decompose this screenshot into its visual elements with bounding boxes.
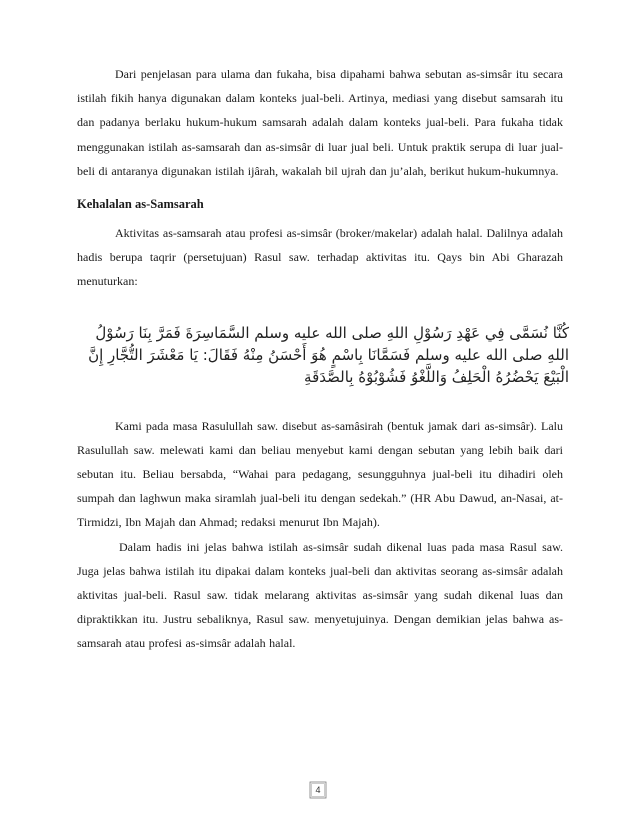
page-number-badge <box>309 781 327 799</box>
paragraph-hadith-translation: Kami pada masa Rasulullah saw. disebut as-samâsirah (bentuk jamak dari as-simsâr). Lalu Rasulullah saw. melewati kami dan beliau menyebut kami dengan sebutan yang lebih baik dari sebutan itu. Beliau bersabda, “Wahai para pedagang, sesungguhnya jual-beli itu dihadiri oleh sumpah dan laghwun maka siramlah jual-beli itu dengan sedekah.” (HR Abu Dawud, an-Nasai, at-Tirmidzi, Ibn Majah dan Ahmad; redaksi menurut Ibn Majah). <box>77 418 563 530</box>
paragraph-definition: Dari penjelasan para ulama dan fukaha, bisa dipahami bahwa sebutan as-simsâr itu secara istilah fikih hanya digunakan dalam konteks jual-beli. Artinya, mediasi yang disebut samsarah itu dan padanya berlaku hukum-hukum samsarah adalah dalam konteks jual-beli. Para fukaha tidak menggunakan istilah as-samsarah dan as-simsâr di luar jual beli. Untuk praktik serupa di luar jual-beli di antaranya digunakan istilah ijârah, wakalah bil ujrah dan ju’alah, berikut hukum-hukumnya. <box>77 67 563 178</box>
section-heading: Kehalalan as-Samsarah <box>77 197 204 212</box>
arabic-hadith-text: كُنَّا نُسَمَّى فِي عَهْدِ رَسُوْلِ اللهِ صلى الله عليه وسلم السَّمَاسِرَةَ فَمَرَّ بِنَا رَسُوْلُ اللهِ صلى الله عليه وسلم فَسَمَّانَا بِاسْمٍ هُوَ أَحْسَنُ مِنْهُ فَقَالَ: يَا مَعْشَرَ التُّجَّارِ إِنَّ الْبَيْعَ يَحْضُرُهُ الْحَلِفُ وَاللَّغْوُ فَشُوْبُوْهُ بِالصَّدَقَةِ <box>88 323 569 386</box>
page-content <box>77 62 569 656</box>
paragraph-halal-intro: Aktivitas as-samsarah atau profesi as-simsâr (broker/makelar) adalah halal. Dalilnya adalah hadis berupa taqrir (persetujuan) Rasul saw. terhadap aktivitas itu. Qays bin Abi Gharazah menuturkan: <box>77 226 563 289</box>
paragraph-conclusion: Dalam hadis ini jelas bahwa istilah as-simsâr sudah dikenal luas pada masa Rasul saw. Juga jelas bahwa istilah itu dipakai dalam konteks jual-beli dan aktivitas seorang as-simsâr adalah aktivitas jual-beli. Rasul saw. tidak melarang aktivitas as-simsâr yang sudah dikenal luas dan dipraktikkan itu. Justru sebaliknya, Rasul saw. menyetujuinya. Dengan demikian jelas bahwa as-samsarah atau profesi as-simsâr adalah halal. <box>77 539 563 651</box>
page-number: 4 <box>315 785 321 795</box>
